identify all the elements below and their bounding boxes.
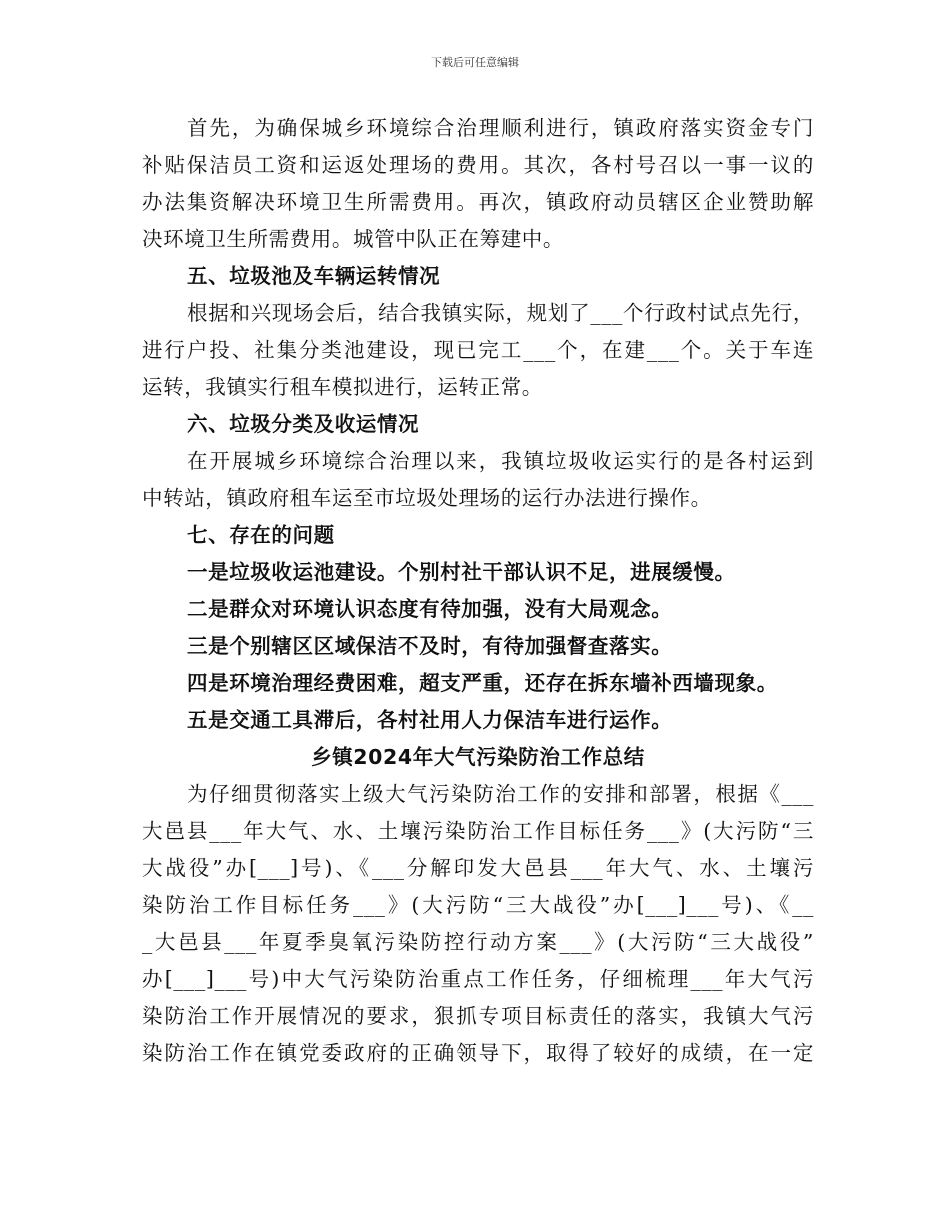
section-6-paragraph bbox=[142, 443, 814, 517]
article-2-paragraph bbox=[142, 776, 814, 1072]
paragraph-line: 为仔细贯彻落实上级大气污染防治工作的安排和部署，根据《___ bbox=[187, 782, 814, 806]
section-heading-6: 六、垃圾分类及收运情况 bbox=[187, 412, 420, 436]
paragraph-line: 大邑县___年大气、水、土壤污染防治工作目标任务___》(大污防“三 bbox=[142, 819, 814, 843]
paragraph-line: 根据和兴现场会后，结合我镇实际，规划了___个行政村试点先行， bbox=[187, 301, 814, 325]
section-heading-5: 五、垃圾池及车辆运转情况 bbox=[187, 264, 441, 288]
paragraph-line: 大战役”办[___]号)、《___分解印发大邑县___年大气、水、土壤污 bbox=[142, 856, 814, 880]
section-5-paragraph bbox=[142, 295, 814, 406]
document-body bbox=[142, 110, 814, 1072]
problem-item: 二是群众对环境认识态度有待加强，没有大局观念。 bbox=[187, 597, 673, 621]
problem-item: 一是垃圾收运池建设。个别村社干部认识不足，进展缓慢。 bbox=[187, 560, 736, 584]
paragraph-line: 染防治工作目标任务___》(大污防“三大战役”办[___]___号)、《__ bbox=[142, 893, 814, 917]
page-header: 下载后可任意编辑 bbox=[431, 56, 519, 69]
problem-item: 四是环境治理经费困难，超支严重，还存在拆东墙补西墙现象。 bbox=[187, 671, 778, 695]
paragraph-line: 进行户投、社集分类池建设，现已完工___个，在建___个。关于车连 bbox=[142, 338, 814, 362]
paragraph-line: 办[___]___号)中大气污染防治重点工作任务，仔细梳理___年大气污 bbox=[142, 967, 814, 991]
paragraph-line: 染防治工作开展情况的要求，狠抓专项目标责任的落实，我镇大气污 bbox=[142, 1004, 814, 1028]
funding-paragraph bbox=[142, 110, 814, 258]
paragraph-line: 运转，我镇实行租车模拟进行，运转正常。 bbox=[142, 375, 543, 399]
paragraph-line: 补贴保洁员工资和运返处理场的费用。其次，各村号召以一事一议的 bbox=[142, 153, 814, 177]
paragraph-line: 首先，为确保城乡环境综合治理顺利进行，镇政府落实资金专门 bbox=[187, 116, 814, 140]
paragraph-line: 决环境卫生所需费用。城管中队正在筹建中。 bbox=[142, 227, 564, 251]
article-title: 乡镇2024年大气污染防治工作总结 bbox=[311, 745, 645, 769]
paragraph-line: 染防治工作在镇党委政府的正确领导下，取得了较好的成绩，在一定 bbox=[142, 1041, 814, 1065]
problems-list bbox=[142, 554, 814, 739]
problem-item: 三是个别辖区区域保洁不及时，有待加强督查落实。 bbox=[187, 634, 673, 658]
problem-item: 五是交通工具滞后，各村社用人力保洁车进行运作。 bbox=[187, 708, 673, 732]
section-heading-7: 七、存在的问题 bbox=[187, 523, 335, 547]
paragraph-line: 中转站，镇政府租车运至市垃圾处理场的运行办法进行操作。 bbox=[142, 486, 712, 510]
paragraph-line: 办法集资解决环境卫生所需费用。再次，镇政府动员辖区企业赞助解 bbox=[142, 190, 814, 214]
paragraph-line: 在开展城乡环境综合治理以来，我镇垃圾收运实行的是各村运到 bbox=[187, 449, 814, 473]
paragraph-line: _大邑县___年夏季臭氧污染防控行动方案___》(大污防“三大战役” bbox=[142, 930, 814, 954]
